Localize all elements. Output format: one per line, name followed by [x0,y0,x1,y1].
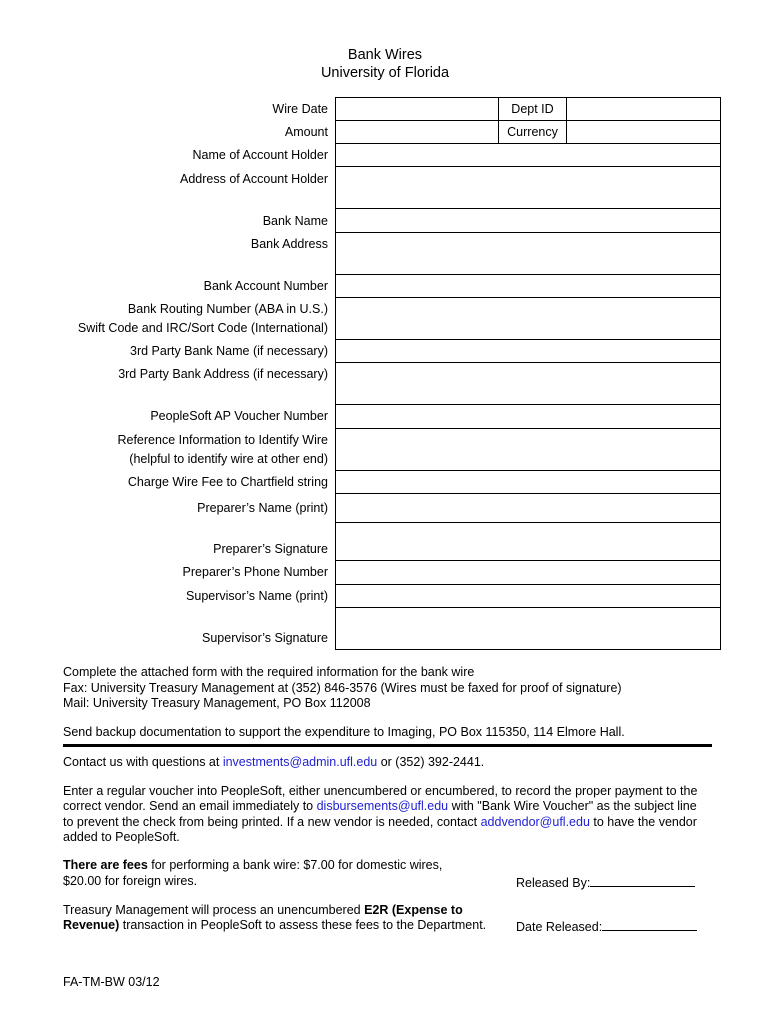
reference-info-help-label: (helpful to identify wire at other end) [129,452,328,466]
account-holder-address-field[interactable] [336,167,720,208]
instructions-backup: Send backup documentation to support the expenditure to Imaging, PO Box 115350, 114 Elmore Hall. [63,725,625,739]
account-holder-name-field[interactable] [336,144,720,166]
released-by-input[interactable] [590,874,695,887]
form-subtitle: University of Florida [320,65,450,81]
date-released-field [516,918,697,936]
supervisor-signature-field[interactable] [336,608,720,649]
bank-name-label: Bank Name [262,214,328,228]
swift-code-label: Swift Code and IRC/Sort Code (International) [77,321,328,335]
third-party-bank-name-label: 3rd Party Bank Name (if necessary) [130,344,328,358]
voucher-line-2-suffix: with "Bank Wire Voucher" as the subject line [448,799,697,813]
fees-line-2: $20.00 for foreign wires. [63,874,198,888]
contact-suffix: or (352) 392-2441. [377,755,485,769]
voucher-line-2-prefix: correct vendor. Send an email immediately to [63,799,317,813]
addvendor-email-link[interactable]: addvendor@ufl.edu [480,815,590,829]
section-divider [63,744,712,747]
preparer-name-label: Preparer’s Name (print) [197,501,328,515]
fees-line-1 [63,858,442,874]
peoplesoft-voucher-field[interactable] [336,405,720,428]
voucher-line-3 [63,815,697,831]
reference-info-field[interactable] [336,429,720,470]
form-title: Bank Wires [347,47,423,63]
supervisor-name-label: Supervisor’s Name (print) [186,589,328,603]
currency-label: Currency [507,125,558,139]
form-code: FA-TM-BW 03/12 [63,975,160,989]
wire-date-field[interactable] [336,98,498,120]
bank-address-field[interactable] [336,233,720,274]
bank-account-number-field[interactable] [336,275,720,297]
instructions-fax: Fax: University Treasury Management at (352) 846-3576 (Wires must be faxed for proof of signature) [63,681,622,695]
third-party-bank-address-label: 3rd Party Bank Address (if necessary) [118,367,328,381]
voucher-line-3-prefix: to prevent the check from being printed. If a new vendor is needed, contact [63,815,481,829]
supervisor-name-field[interactable] [336,585,720,607]
bank-routing-number-field[interactable] [336,298,720,339]
date-released-label: Date Released: [516,920,603,934]
peoplesoft-voucher-label: PeopleSoft AP Voucher Number [150,409,328,423]
preparer-signature-label: Preparer’s Signature [213,542,328,556]
preparer-phone-label: Preparer’s Phone Number [182,565,328,579]
third-party-bank-name-field[interactable] [336,340,720,362]
instructions-mail: Mail: University Treasury Management, PO Box 112008 [63,696,371,710]
dept-id-label: Dept ID [511,102,554,116]
released-by-field [516,874,695,892]
dept-id-field[interactable] [567,98,720,120]
preparer-phone-field[interactable] [336,561,720,584]
treasury-line-2 [63,918,486,934]
bank-address-label: Bank Address [250,237,328,251]
voucher-line-3-suffix: to have the vendor [589,815,697,829]
investments-email-link[interactable]: investments@admin.ufl.edu [222,755,378,769]
preparer-signature-field[interactable] [336,523,720,560]
treasury-bold-2: Revenue) [63,918,120,932]
treasury-bold-1: E2R (Expense to [364,903,463,917]
currency-field[interactable] [567,121,720,143]
instructions-complete: Complete the attached form with the required information for the bank wire [63,665,475,679]
contact-line [63,755,484,771]
amount-field[interactable] [336,121,498,143]
treasury-prefix: Treasury Management will process an unencumbered [63,903,365,917]
bank-routing-number-label: Bank Routing Number (ABA in U.S.) [127,302,328,316]
date-released-input[interactable] [602,918,697,931]
bank-account-number-label: Bank Account Number [203,279,328,293]
chartfield-string-field[interactable] [336,471,720,493]
disbursements-email-link[interactable]: disbursements@ufl.edu [316,799,449,813]
preparer-name-field[interactable] [336,494,720,522]
voucher-line-4: added to PeopleSoft. [63,830,180,844]
account-holder-name-label: Name of Account Holder [192,148,328,162]
account-holder-address-label: Address of Account Holder [180,172,328,186]
treasury-line-1 [63,903,463,919]
treasury-rest: transaction in PeopleSoft to assess these fees to the Department. [119,918,487,932]
released-by-label: Released By: [516,876,591,890]
bank-name-field[interactable] [336,209,720,232]
reference-info-label: Reference Information to Identify Wire [117,433,328,447]
contact-prefix: Contact us with questions at [63,755,223,769]
supervisor-signature-label: Supervisor’s Signature [202,631,328,645]
fees-line-1-rest: for performing a bank wire: $7.00 for domestic wires, [147,858,443,872]
voucher-line-2 [63,799,697,815]
amount-label: Amount [284,125,328,139]
third-party-bank-address-field[interactable] [336,363,720,404]
voucher-line-1: Enter a regular voucher into PeopleSoft, either unencumbered or encumbered, to record the proper payment to the [63,784,698,798]
charge-wire-fee-label: Charge Wire Fee to Chartfield string [127,475,328,489]
wire-date-label: Wire Date [272,102,328,116]
fees-bold: There are fees [63,858,148,872]
